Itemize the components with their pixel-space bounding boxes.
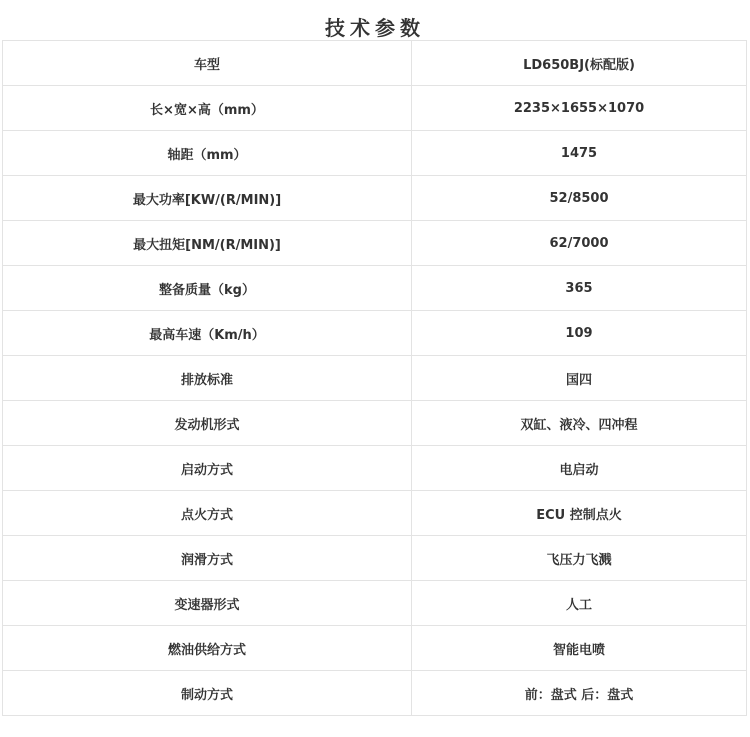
spec-value: 飞压力飞溅 xyxy=(412,536,747,581)
spec-value: 前：盘式 后：盘式 xyxy=(412,671,747,716)
table-row xyxy=(3,41,747,86)
spec-value: 人工 xyxy=(412,581,747,626)
spec-label: 排放标准 xyxy=(3,356,412,401)
table-row xyxy=(3,356,747,401)
spec-value: 365 xyxy=(412,266,747,311)
spec-label: 长×宽×高（mm） xyxy=(3,86,412,131)
table-row xyxy=(3,536,747,581)
spec-value: 电启动 xyxy=(412,446,747,491)
spec-label: 整备质量（kg） xyxy=(3,266,412,311)
spec-value: 62/7000 xyxy=(412,221,747,266)
spec-value: 国四 xyxy=(412,356,747,401)
spec-value: 智能电喷 xyxy=(412,626,747,671)
spec-value: 1475 xyxy=(412,131,747,176)
spec-value: ECU 控制点火 xyxy=(412,491,747,536)
spec-label: 制动方式 xyxy=(3,671,412,716)
spec-label: 轴距（mm） xyxy=(3,131,412,176)
spec-label: 最大功率[KW/(R/MIN)] xyxy=(3,176,412,221)
spec-value: 52/8500 xyxy=(412,176,747,221)
spec-value: 双缸、液冷、四冲程 xyxy=(412,401,747,446)
table-row xyxy=(3,266,747,311)
spec-label: 变速器形式 xyxy=(3,581,412,626)
spec-label: 最大扭矩[NM/(R/MIN)] xyxy=(3,221,412,266)
table-row xyxy=(3,131,747,176)
table-row xyxy=(3,221,747,266)
spec-label: 发动机形式 xyxy=(3,401,412,446)
spec-label: 启动方式 xyxy=(3,446,412,491)
table-row xyxy=(3,671,747,716)
spec-table xyxy=(2,40,747,716)
page-title: 技术参数 xyxy=(325,16,425,40)
table-row xyxy=(3,86,747,131)
table-row xyxy=(3,491,747,536)
table-row xyxy=(3,446,747,491)
table-row xyxy=(3,401,747,446)
spec-value: 109 xyxy=(412,311,747,356)
spec-label: 润滑方式 xyxy=(3,536,412,581)
spec-value: LD650BJ(标配版) xyxy=(412,41,747,86)
spec-label: 车型 xyxy=(3,41,412,86)
spec-label: 最高车速（Km/h） xyxy=(3,311,412,356)
table-row xyxy=(3,581,747,626)
spec-label: 点火方式 xyxy=(3,491,412,536)
table-row xyxy=(3,176,747,221)
spec-value: 2235×1655×1070 xyxy=(412,86,747,131)
table-row xyxy=(3,626,747,671)
table-row xyxy=(3,311,747,356)
spec-label: 燃油供给方式 xyxy=(3,626,412,671)
